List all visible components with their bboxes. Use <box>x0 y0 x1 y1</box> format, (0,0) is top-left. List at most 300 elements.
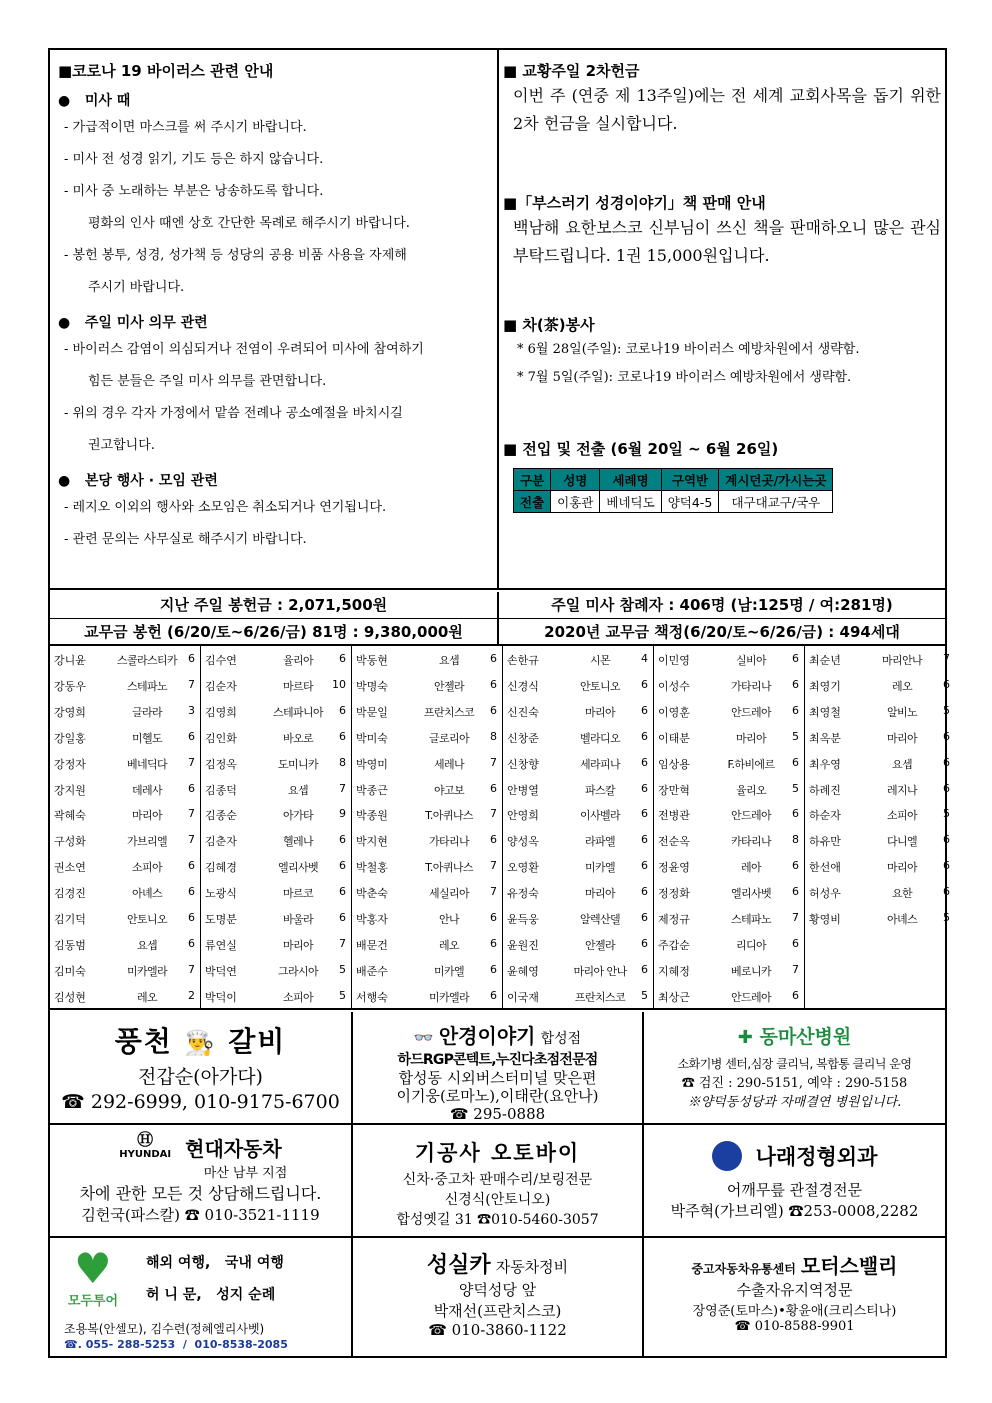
donor-name: 노광식 <box>205 887 237 901</box>
donor-name: 신창준 <box>507 731 539 745</box>
glasses-phone: ☎ 295-0888 <box>449 1105 546 1123</box>
donor-baptismal-name: 마리아 <box>584 705 616 719</box>
donor-baptismal-name: 미카엘라 <box>428 990 470 1004</box>
donor-row <box>352 827 503 853</box>
donor-baptismal-name: 안드레아 <box>730 990 772 1004</box>
donor-name: 이영훈 <box>658 705 690 719</box>
donor-baptismal-name: 미카엘 <box>433 964 465 978</box>
donor-column <box>50 646 201 1010</box>
donor-name: 최우영 <box>809 757 841 771</box>
hyundai-brand: 현대자동차 <box>185 1137 282 1161</box>
donor-row <box>352 931 503 957</box>
donor-count: 8 <box>490 729 497 743</box>
donor-name: 황영비 <box>809 913 841 926</box>
donor-name: 박미숙 <box>356 731 388 745</box>
ad-orthopedics <box>644 1125 945 1238</box>
ad-motorbike <box>353 1125 644 1238</box>
hospital-header <box>644 1022 945 1049</box>
donor-row <box>201 750 352 776</box>
donor-row <box>805 724 956 750</box>
donor-count: 7 <box>188 807 195 821</box>
duty-heading: ● 주일 미사 의무 관련 <box>58 315 208 331</box>
motorbike-owner: 신경식(안토니오) <box>444 1192 551 1208</box>
donor-column <box>654 646 805 1010</box>
mass-line: 평화의 인사 때엔 상호 간단한 목례로 해주시기 바랍니다. <box>88 216 410 231</box>
donor-count: 7 <box>490 885 497 899</box>
tea-title: ■ 차(茶)봉사 <box>503 316 595 334</box>
mass-line: - 미사 전 성경 읽기, 기도 등은 하지 않습니다. <box>64 152 324 167</box>
donor-baptismal-name: 알렉산델 <box>579 913 621 926</box>
donor-count: 6 <box>188 652 195 665</box>
donor-count: 6 <box>792 936 799 950</box>
tea-line: * 6월 28일(주일): 코로나19 바이러스 예방차원에서 생략함. <box>517 342 860 357</box>
donor-row <box>654 801 805 827</box>
donor-baptismal-name: 소피아 <box>886 809 918 823</box>
moves-header-row <box>514 469 833 491</box>
mass-line: 주시기 바랍니다. <box>88 280 185 295</box>
moves-header-cell: 구역반 <box>661 469 719 491</box>
donor-row <box>201 698 352 724</box>
donor-count: 6 <box>943 755 950 769</box>
donor-name: 신경식 <box>507 679 539 693</box>
donor-row <box>805 750 956 776</box>
donor-name: 배문건 <box>356 938 388 952</box>
donor-baptismal-name: 마리아 <box>886 861 918 875</box>
donor-row <box>352 724 503 750</box>
donor-name: 박지현 <box>356 835 388 849</box>
donor-baptismal-name: 스테파노 <box>730 913 772 926</box>
donor-row <box>50 750 201 776</box>
moves-table <box>513 468 833 513</box>
chef-icon: 👨‍🍳 <box>184 1028 217 1057</box>
donor-count: 6 <box>792 807 799 821</box>
donor-row <box>50 905 201 931</box>
donor-baptismal-name: 안드레아 <box>730 809 772 823</box>
donor-row <box>503 750 654 776</box>
donor-baptismal-name: 요한 <box>891 887 913 901</box>
donor-count: 7 <box>792 911 799 924</box>
donor-baptismal-name: 요셉 <box>438 654 460 667</box>
donor-name: 하유만 <box>809 835 841 849</box>
donor-baptismal-name: 안드레아 <box>730 705 772 719</box>
ad-sungsilcar <box>353 1238 644 1356</box>
donor-baptismal-name: 레지나 <box>886 783 918 797</box>
donor-row <box>503 931 654 957</box>
donor-count: 6 <box>339 833 346 847</box>
donor-count: 9 <box>339 807 346 821</box>
donor-baptismal-name: 바오로 <box>282 731 314 745</box>
donor-name: 김영희 <box>205 705 237 719</box>
donor-count: 10 <box>332 677 346 691</box>
donor-name: 배준수 <box>356 964 388 978</box>
donor-count: 5 <box>943 807 950 821</box>
donor-baptismal-name: 글로리아 <box>428 731 470 745</box>
donor-name: 정정화 <box>658 887 690 901</box>
donor-baptismal-name: 마리아 안나 <box>573 964 627 978</box>
modutour-line2: 허 니 문, 성지 순례 <box>146 1287 276 1303</box>
donor-count: 7 <box>339 781 346 795</box>
donor-row <box>352 957 503 983</box>
donor-name: 강정자 <box>54 757 86 771</box>
donor-baptismal-name: 스테파니아 <box>272 705 324 719</box>
donor-row <box>654 931 805 957</box>
donor-row <box>805 827 956 853</box>
mass-title: 미사 때 <box>84 93 131 109</box>
donor-baptismal-name: 가브리엘 <box>126 835 168 849</box>
donor-count: 6 <box>943 833 950 847</box>
donor-baptismal-name: 야고보 <box>433 783 465 797</box>
moves-cell: 대구대교구/국우 <box>719 491 833 513</box>
hyundai-h-icon: Ⓗ <box>137 1130 154 1149</box>
glasses-icon: 👓 <box>413 1028 434 1047</box>
donor-name: 김수연 <box>205 654 237 667</box>
duty-title: 주일 미사 의무 관련 <box>84 315 208 331</box>
donor-count: 7 <box>490 807 497 821</box>
donor-count: 6 <box>339 652 346 665</box>
donor-name: 최상근 <box>658 990 690 1004</box>
donor-count: 6 <box>641 755 648 769</box>
donor-name: 최옥분 <box>809 731 841 745</box>
donor-name: 지혜정 <box>658 964 690 978</box>
donor-count: 7 <box>490 859 497 873</box>
donor-baptismal-name: 안젤라 <box>584 938 616 952</box>
donor-baptismal-name: 가타리나 <box>730 679 772 693</box>
donor-row <box>352 801 503 827</box>
corona-title: ■코로나 19 바이러스 관련 안내 <box>58 62 274 80</box>
donor-count: 6 <box>490 962 497 976</box>
donor-count: 6 <box>641 885 648 899</box>
donor-row <box>805 698 956 724</box>
donor-row <box>805 879 956 905</box>
attendance-total: 주일 미사 참례자 : 406명 (남:125명 / 여:281명) <box>499 592 945 619</box>
donor-name: 강니윤 <box>54 654 86 667</box>
donor-row <box>50 853 201 879</box>
donor-baptismal-name: 레오 <box>438 938 460 952</box>
donor-column <box>352 646 503 1010</box>
donor-baptismal-name: F.하비에르 <box>727 757 775 771</box>
donor-count: 6 <box>792 885 799 899</box>
fee-plan: 2020년 교무금 책정(6/20/토~6/26/금) : 494세대 <box>499 619 945 646</box>
donor-row <box>805 672 956 698</box>
donor-count: 5 <box>792 729 799 743</box>
hyundai-branch: 마산 남부 지점 <box>203 1166 288 1181</box>
donor-count: 6 <box>490 988 497 1002</box>
donor-baptismal-name: 요셉 <box>287 783 309 797</box>
donor-row <box>503 853 654 879</box>
donor-count: 6 <box>188 885 195 899</box>
donor-baptismal-name: T.아퀴나스 <box>425 809 473 823</box>
motorsvalley-phone: ☎ 010-8588-9901 <box>734 1319 855 1334</box>
donor-row <box>654 672 805 698</box>
donor-baptismal-name: 리디아 <box>735 938 767 952</box>
donor-name: 유정숙 <box>507 887 539 901</box>
donor-name: 손한규 <box>507 654 539 667</box>
donor-name: 김성현 <box>54 990 86 1004</box>
donor-row <box>654 776 805 802</box>
donor-row <box>50 827 201 853</box>
donor-baptismal-name: 안젤라 <box>433 679 465 693</box>
donor-count: 6 <box>339 859 346 873</box>
donor-count: 5 <box>943 911 950 924</box>
donor-row <box>654 698 805 724</box>
donor-row <box>352 698 503 724</box>
donor-row <box>805 776 956 802</box>
sungsilcar-location: 양덕성당 앞 <box>458 1281 537 1299</box>
motorsvalley-header <box>644 1250 945 1279</box>
donor-name: 제정규 <box>658 913 690 926</box>
donor-row <box>654 827 805 853</box>
red-cross-icon: ✚ <box>737 1027 753 1048</box>
donor-name: 윤원진 <box>507 938 539 952</box>
donor-count: 5 <box>641 988 648 1002</box>
donor-count: 6 <box>641 677 648 691</box>
donor-baptismal-name: 마리아 <box>584 887 616 901</box>
donor-count: 6 <box>641 781 648 795</box>
donor-count: 6 <box>339 703 346 717</box>
donor-count: 6 <box>188 729 195 743</box>
donor-name: 윤득웅 <box>507 913 539 926</box>
hyundai-phone: 김헌국(파스칼) ☎ 010-3521-1119 <box>81 1206 320 1224</box>
donor-baptismal-name: 미헬도 <box>131 731 163 745</box>
sungsilcar-owner: 박재선(프란치스코) <box>433 1302 562 1320</box>
donor-name: 안영희 <box>507 809 539 823</box>
donor-row <box>503 698 654 724</box>
donor-count: 7 <box>339 936 346 950</box>
moves-header-cell: 구분 <box>514 469 551 491</box>
donor-baptismal-name: 아녜스 <box>886 913 918 926</box>
donor-count: 6 <box>490 652 497 665</box>
donor-count: 4 <box>641 652 648 665</box>
donor-row <box>352 983 503 1009</box>
donor-name: 하례진 <box>809 783 841 797</box>
donor-row <box>50 724 201 750</box>
donor-row <box>201 853 352 879</box>
donor-name: 이민영 <box>658 654 690 667</box>
donor-name: 박종근 <box>356 783 388 797</box>
donor-baptismal-name: 글라라 <box>131 705 163 719</box>
ortho-desc: 어깨무릎 관절경전문 <box>726 1181 863 1199</box>
donor-row <box>654 957 805 983</box>
fee-total: 교무금 봉헌 (6/20/토~6/26/금) 81명 : 9,380,000원 <box>50 619 499 646</box>
donor-row <box>50 698 201 724</box>
donor-count: 6 <box>339 729 346 743</box>
donor-count: 7 <box>943 652 950 665</box>
donor-baptismal-name: 바울라 <box>282 913 314 926</box>
donor-row <box>201 801 352 827</box>
donor-name: 전병관 <box>658 809 690 823</box>
donor-baptismal-name: 아가타 <box>282 809 314 823</box>
donor-name: 최영기 <box>809 679 841 693</box>
donor-baptismal-name: 요셉 <box>891 757 913 771</box>
right-notices <box>499 50 945 590</box>
donor-count: 6 <box>943 781 950 795</box>
donor-name: 박홍자 <box>356 913 388 926</box>
donor-name: 최순년 <box>809 654 841 667</box>
donor-row <box>201 646 352 672</box>
donor-name: 한선애 <box>809 861 841 875</box>
donor-row <box>654 750 805 776</box>
donor-row <box>352 905 503 931</box>
donor-count: 6 <box>339 885 346 899</box>
donor-count: 6 <box>641 833 648 847</box>
donor-row <box>352 776 503 802</box>
donor-baptismal-name: 프란치스코 <box>423 705 475 719</box>
moves-header-cell: 세례명 <box>600 469 661 491</box>
donor-baptismal-name: 파스칼 <box>584 783 616 797</box>
donor-name: 김종순 <box>205 809 237 823</box>
donor-baptismal-name: 라파엘 <box>584 835 616 849</box>
donor-row <box>654 879 805 905</box>
donor-row <box>50 646 201 672</box>
glasses-brand: 안경이야기 <box>438 1024 536 1048</box>
ortho-phone: 박주혁(가브리엘) ☎253-0008,2282 <box>670 1202 919 1220</box>
hyundai-desc: 차에 관한 모든 것 상담해드립니다. <box>79 1184 322 1203</box>
donor-count: 6 <box>641 936 648 950</box>
hyundai-header <box>50 1130 351 1162</box>
donor-column <box>503 646 654 1010</box>
donor-count: 6 <box>490 936 497 950</box>
donor-baptismal-name: 벨라디오 <box>579 731 621 745</box>
bulletin-page <box>48 48 950 1358</box>
mascot-icon <box>712 1141 742 1171</box>
donor-row <box>201 957 352 983</box>
donor-baptismal-name: 미카엘라 <box>126 964 168 978</box>
donor-count: 6 <box>490 911 497 924</box>
donor-row <box>654 646 805 672</box>
moves-header-cell: 성명 <box>551 469 600 491</box>
hospital-note: ※양덕동성당과 자매결연 병원입니다. <box>687 1095 902 1110</box>
donor-baptismal-name: 소피아 <box>282 990 314 1004</box>
donor-baptismal-name: 마리아 <box>282 938 314 952</box>
duty-line: 권고합니다. <box>88 438 155 453</box>
donor-row <box>805 905 956 931</box>
donor-count: 6 <box>641 807 648 821</box>
donor-count: 6 <box>641 962 648 976</box>
motorbike-phone: 합성옛길 31 ☎010-5460-3057 <box>396 1212 599 1228</box>
donor-baptismal-name: 안토니오 <box>126 913 168 926</box>
donor-name: 임상용 <box>658 757 690 771</box>
moves-cell: 양덕4-5 <box>661 491 719 513</box>
donor-count: 8 <box>792 833 799 847</box>
donor-baptismal-name: 카타리나 <box>730 835 772 849</box>
donor-name: 신창향 <box>507 757 539 771</box>
moves-title: ■ 전입 및 전출 (6월 20일 ~ 6월 26일) <box>503 440 779 458</box>
donor-count: 6 <box>792 652 799 665</box>
donor-count: 6 <box>792 988 799 1002</box>
donor-count: 5 <box>339 988 346 1002</box>
donor-baptismal-name: 데레사 <box>131 783 163 797</box>
donor-count: 6 <box>943 885 950 899</box>
donor-baptismal-name: 레아 <box>740 861 762 875</box>
donor-name: 김동범 <box>54 938 86 952</box>
donor-row <box>50 672 201 698</box>
donor-name: 강영희 <box>54 705 86 719</box>
donor-baptismal-name: 실비아 <box>735 654 767 667</box>
donor-row <box>50 931 201 957</box>
donor-count: 7 <box>792 962 799 976</box>
ortho-brand: 나래정형외과 <box>755 1145 878 1169</box>
donor-count: 5 <box>792 781 799 795</box>
event-lines <box>58 492 489 556</box>
donor-count: 2 <box>188 988 195 1002</box>
modutour-brand: 모두투어 <box>67 1294 119 1309</box>
duty-line: - 바이러스 감염이 의심되거나 전염이 우려되어 미사에 참여하기 <box>64 342 424 357</box>
event-line: - 관련 문의는 사무실로 해주시기 바랍니다. <box>64 532 307 547</box>
donor-row <box>50 801 201 827</box>
donor-row <box>503 672 654 698</box>
ortho-header <box>644 1141 945 1171</box>
sungsilcar-brand: 성실카 <box>426 1253 491 1278</box>
donor-baptismal-name: 마르타 <box>282 679 314 693</box>
duty-line: - 위의 경우 각자 가정에서 맡씀 전례나 공소예절을 바치시길 <box>64 406 403 421</box>
donor-count: 7 <box>188 962 195 976</box>
donor-row <box>503 905 654 931</box>
donor-row <box>352 646 503 672</box>
moves-cell: 전출 <box>514 491 551 513</box>
pungcheon-brand2: 갈비 <box>228 1025 287 1058</box>
donor-row <box>503 957 654 983</box>
pungcheon-brand: 풍천 <box>114 1025 173 1058</box>
event-line: - 레지오 이외의 행사와 소모임은 취소되거나 연기됩니다. <box>64 500 387 515</box>
donor-count: 6 <box>943 729 950 743</box>
donor-row <box>654 724 805 750</box>
donor-name: 강지원 <box>54 783 86 797</box>
donor-count: 6 <box>943 677 950 691</box>
donor-column <box>805 646 949 1010</box>
donor-count: 6 <box>490 833 497 847</box>
donor-baptismal-name: 아녜스 <box>131 887 163 901</box>
donor-row <box>503 724 654 750</box>
offering-total: 지난 주일 봉헌금 : 2,071,500원 <box>50 592 499 619</box>
ad-motorsvalley <box>644 1238 945 1356</box>
donor-baptismal-name: 다니엘 <box>886 835 918 849</box>
donor-name: 양성옥 <box>507 835 539 849</box>
donor-baptismal-name: 스콜라스티카 <box>116 654 178 667</box>
glasses-branch: 합성점 <box>540 1031 582 1047</box>
donor-count: 7 <box>188 833 195 847</box>
modutour-names: 조용복(안셀모), 김수련(정혜엘리사벳) <box>64 1322 265 1336</box>
mass-line: - 봉헌 봉투, 성경, 성가책 등 성당의 공용 비품 사용을 자제해 <box>64 248 407 263</box>
donor-baptismal-name: 엘리사벳 <box>730 887 772 901</box>
donor-name: 주갑순 <box>658 938 690 952</box>
ad-glasses <box>353 1012 644 1125</box>
donor-baptismal-name: 마리아 <box>131 809 163 823</box>
donor-row <box>654 905 805 931</box>
motorsvalley-owners: 장영준(토마스)•황윤애(크리스티나) <box>692 1304 897 1319</box>
donor-baptismal-name: 가타리나 <box>428 835 470 849</box>
donor-count: 6 <box>792 859 799 873</box>
duty-line: 힘든 분들은 주일 미사 의무를 관면합니다. <box>88 374 327 389</box>
donor-count: 6 <box>641 911 648 924</box>
donor-count: 6 <box>188 911 195 924</box>
donor-name: 최영철 <box>809 705 841 719</box>
donor-name: 박영미 <box>356 757 388 771</box>
pope-text: 이번 주 (연중 제 13주일)에는 전 세계 교회사목을 돕기 위한 2차 헌금을 실시합니다. <box>513 86 941 133</box>
donor-baptismal-name: T.아퀴나스 <box>425 861 473 875</box>
donor-baptismal-name: 세레나 <box>433 757 465 771</box>
donor-row <box>201 905 352 931</box>
donor-count: 7 <box>188 755 195 769</box>
donor-baptismal-name: 스테파노 <box>126 679 168 693</box>
book-title: ■「부스러기 성경이야기」책 판매 안내 <box>503 194 766 212</box>
donor-name: 이성수 <box>658 679 690 693</box>
moves-cell: 이홍관 <box>551 491 600 513</box>
donor-count: 6 <box>641 703 648 717</box>
donor-name: 전순옥 <box>658 835 690 849</box>
donor-row <box>805 801 956 827</box>
donor-baptismal-name: 율리오 <box>735 783 767 797</box>
donor-count: 6 <box>943 859 950 873</box>
